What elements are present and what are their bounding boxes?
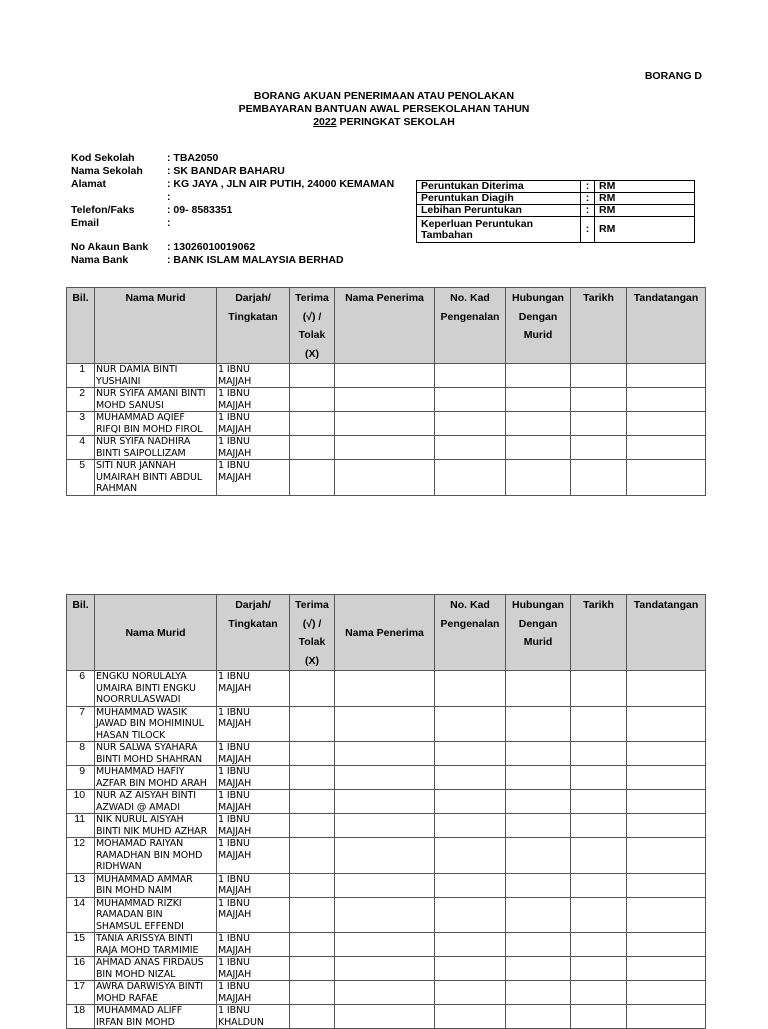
student-class: 1 IBNU MAJJAH: [217, 388, 290, 412]
student-class: 1 IBNU MAJJAH: [217, 957, 290, 981]
header-tandatangan: Tandatangan: [627, 595, 706, 671]
form-code: BORANG D: [644, 70, 702, 82]
title-line-3: [0, 116, 768, 129]
relationship-cell[interactable]: [506, 671, 571, 707]
recipient-name-cell[interactable]: [335, 388, 435, 412]
student-name: NIK NURUL AISYAH BINTI NIK MUHD AZHAR: [95, 814, 217, 838]
recipient-name-cell[interactable]: [335, 790, 435, 814]
ic-number-cell[interactable]: [435, 981, 506, 1005]
recipient-name-cell[interactable]: [335, 742, 435, 766]
signature-cell[interactable]: [627, 1005, 706, 1029]
relationship-cell[interactable]: [506, 814, 571, 838]
signature-cell[interactable]: [627, 364, 706, 388]
student-name: ENGKU NORULALYA UMAIRA BINTI ENGKU NOORRULASWADI: [95, 671, 217, 707]
recipient-name-cell[interactable]: [335, 436, 435, 460]
info-label-telefon: Telefon/Faks: [71, 204, 135, 216]
header-terima: Terima (√) / Tolak (X): [290, 288, 335, 364]
student-name: AHMAD ANAS FIRDAUS BIN MOHD NIZAL: [95, 957, 217, 981]
row-number: 4: [67, 436, 95, 460]
ic-number-cell[interactable]: [435, 933, 506, 957]
ic-number-cell[interactable]: [435, 460, 506, 496]
title-line-3-rest: PERINGKAT SEKOLAH: [336, 116, 455, 128]
allocation-colon: :: [581, 193, 595, 205]
signature-cell[interactable]: [627, 436, 706, 460]
table-row: [67, 671, 706, 707]
date-cell[interactable]: [571, 897, 627, 933]
student-name: NUR SALWA SYAHARA BINTI MOHD SHAHRAN: [95, 742, 217, 766]
info-label-alamat: Alamat: [71, 178, 107, 190]
header-nama-penerima: Nama Penerima: [335, 595, 435, 671]
accept-reject-cell[interactable]: [290, 742, 335, 766]
student-class: 1 IBNU MAJJAH: [217, 364, 290, 388]
header-bil: Bil.: [67, 288, 95, 364]
table-row: [67, 838, 706, 874]
recipient-name-cell[interactable]: [335, 957, 435, 981]
accept-reject-cell[interactable]: [290, 790, 335, 814]
ic-number-cell[interactable]: [435, 957, 506, 981]
signature-cell[interactable]: [627, 897, 706, 933]
table-row: [67, 814, 706, 838]
student-name: NUR DAMIA BINTI YUSHAINI: [95, 364, 217, 388]
ic-number-cell[interactable]: [435, 1005, 506, 1029]
accept-reject-cell[interactable]: [290, 981, 335, 1005]
row-number: 16: [67, 957, 95, 981]
row-number: 10: [67, 790, 95, 814]
date-cell[interactable]: [571, 412, 627, 436]
ic-number-cell[interactable]: [435, 671, 506, 707]
signature-cell[interactable]: [627, 460, 706, 496]
relationship-cell[interactable]: [506, 742, 571, 766]
table-row: [67, 436, 706, 460]
recipient-name-cell[interactable]: [335, 766, 435, 790]
date-cell[interactable]: [571, 981, 627, 1005]
accept-reject-cell[interactable]: [290, 388, 335, 412]
row-number: 5: [67, 460, 95, 496]
student-name: MUHAMMAD AQIEF RIFQI BIN MOHD FIROL: [95, 412, 217, 436]
accept-reject-cell[interactable]: [290, 814, 335, 838]
student-name: MUHAMMAD HAFIY AZFAR BIN MOHD ARAH: [95, 766, 217, 790]
accept-reject-cell[interactable]: [290, 671, 335, 707]
student-class: 1 IBNU MAJJAH: [217, 981, 290, 1005]
signature-cell[interactable]: [627, 766, 706, 790]
row-number: 8: [67, 742, 95, 766]
student-name: AWRA DARWISYA BINTI MOHD RAFAE: [95, 981, 217, 1005]
table-row: [67, 873, 706, 897]
recipient-name-cell[interactable]: [335, 897, 435, 933]
accept-reject-cell[interactable]: [290, 957, 335, 981]
date-cell[interactable]: [571, 706, 627, 742]
student-class: 1 IBNU MAJJAH: [217, 706, 290, 742]
header-hubungan: Hubungan Dengan Murid: [506, 288, 571, 364]
header-no-kad: No. Kad Pengenalan: [435, 595, 506, 671]
student-class: 1 IBNU MAJJAH: [217, 897, 290, 933]
date-cell[interactable]: [571, 364, 627, 388]
signature-cell[interactable]: [627, 814, 706, 838]
student-name: MUHAMMAD ALIFF IRFAN BIN MOHD: [95, 1005, 217, 1029]
student-name: MUHAMMAD WASIK JAWAD BIN MOHIMINUL HASAN TILOCK: [95, 706, 217, 742]
date-cell[interactable]: [571, 933, 627, 957]
signature-cell[interactable]: [627, 742, 706, 766]
relationship-cell[interactable]: [506, 933, 571, 957]
accept-reject-cell[interactable]: [290, 412, 335, 436]
recipient-name-cell[interactable]: [335, 671, 435, 707]
relationship-cell[interactable]: [506, 790, 571, 814]
row-number: 18: [67, 1005, 95, 1029]
student-class: 1 IBNU MAJJAH: [217, 790, 290, 814]
student-class: 1 IBNU MAJJAH: [217, 436, 290, 460]
accept-reject-cell[interactable]: [290, 364, 335, 388]
allocation-table: [416, 180, 695, 243]
recipient-name-cell[interactable]: [335, 460, 435, 496]
school-info: [71, 152, 411, 267]
date-cell[interactable]: [571, 671, 627, 707]
recipient-name-cell[interactable]: [335, 364, 435, 388]
signature-cell[interactable]: [627, 706, 706, 742]
title-year: 2022: [313, 116, 337, 128]
student-name: TANIA ARISSYA BINTI RAJA MOHD TARMIMIE: [95, 933, 217, 957]
recipient-name-cell[interactable]: [335, 933, 435, 957]
date-cell[interactable]: [571, 436, 627, 460]
student-name: NUR AZ AISYAH BINTI AZWADI @ AMADI: [95, 790, 217, 814]
signature-cell[interactable]: [627, 981, 706, 1005]
allocation-colon: :: [581, 181, 595, 193]
recipient-name-cell[interactable]: [335, 1005, 435, 1029]
signature-cell[interactable]: [627, 957, 706, 981]
recipient-name-cell[interactable]: [335, 814, 435, 838]
student-class: 1 IBNU MAJJAH: [217, 838, 290, 874]
signature-cell[interactable]: [627, 933, 706, 957]
info-value-email: :: [167, 217, 171, 229]
accept-reject-cell[interactable]: [290, 897, 335, 933]
allocation-colon: :: [581, 217, 595, 243]
student-class: 1 IBNU MAJJAH: [217, 814, 290, 838]
recipient-name-cell[interactable]: [335, 981, 435, 1005]
relationship-cell[interactable]: [506, 706, 571, 742]
student-class: 1 IBNU MAJJAH: [217, 412, 290, 436]
accept-reject-cell[interactable]: [290, 436, 335, 460]
info-value-alamat: : KG JAYA , JLN AIR PUTIH, 24000 KEMAMAN: [167, 178, 395, 190]
row-number: 2: [67, 388, 95, 412]
header-tandatangan: Tandatangan: [627, 288, 706, 364]
date-cell[interactable]: [571, 766, 627, 790]
info-value-nama-sekolah: : SK BANDAR BAHARU: [167, 165, 285, 177]
table-row: [67, 364, 706, 388]
relationship-cell[interactable]: [506, 957, 571, 981]
ic-number-cell[interactable]: [435, 364, 506, 388]
accept-reject-cell[interactable]: [290, 1005, 335, 1029]
relationship-cell[interactable]: [506, 388, 571, 412]
table-row: [67, 388, 706, 412]
header-nama-murid: Nama Murid: [95, 595, 217, 671]
table-row: [67, 933, 706, 957]
recipient-name-cell[interactable]: [335, 706, 435, 742]
ic-number-cell[interactable]: [435, 897, 506, 933]
header-tarikh: Tarikh: [571, 288, 627, 364]
date-cell[interactable]: [571, 790, 627, 814]
info-value-bank: : BANK ISLAM MALAYSIA BERHAD: [167, 254, 344, 266]
accept-reject-cell[interactable]: [290, 460, 335, 496]
date-cell[interactable]: [571, 814, 627, 838]
date-cell[interactable]: [571, 1005, 627, 1029]
student-table-1: [66, 287, 706, 496]
allocation-row: [417, 193, 695, 205]
row-number: 13: [67, 873, 95, 897]
accept-reject-cell[interactable]: [290, 706, 335, 742]
info-value-alamat-2: :: [167, 191, 171, 203]
info-value-akaun: : 13026010019062: [167, 241, 256, 253]
recipient-name-cell[interactable]: [335, 412, 435, 436]
header-no-kad: No. Kad Pengenalan: [435, 288, 506, 364]
student-name: NUR SYIFA NADHIRA BINTI SAIPOLLIZAM: [95, 436, 217, 460]
signature-cell[interactable]: [627, 412, 706, 436]
accept-reject-cell[interactable]: [290, 873, 335, 897]
allocation-value[interactable]: RM: [595, 217, 695, 243]
allocation-label: Lebihan Peruntukan: [417, 205, 581, 217]
accept-reject-cell[interactable]: [290, 933, 335, 957]
recipient-name-cell[interactable]: [335, 838, 435, 874]
table-row: [67, 981, 706, 1005]
relationship-cell[interactable]: [506, 873, 571, 897]
relationship-cell[interactable]: [506, 766, 571, 790]
accept-reject-cell[interactable]: [290, 766, 335, 790]
ic-number-cell[interactable]: [435, 388, 506, 412]
student-class: 1 IBNU MAJJAH: [217, 742, 290, 766]
table-row: [67, 1005, 706, 1029]
accept-reject-cell[interactable]: [290, 838, 335, 874]
student-name: NUR SYIFA AMANI BINTI MOHD SANUSI: [95, 388, 217, 412]
signature-cell[interactable]: [627, 790, 706, 814]
document-title: [0, 90, 768, 129]
table-row: [67, 766, 706, 790]
table-row: [67, 897, 706, 933]
student-table-2: [66, 594, 706, 1029]
student-class: 1 IBNU MAJJAH: [217, 933, 290, 957]
student-class: 1 IBNU KHALDUN: [217, 1005, 290, 1029]
header-hubungan: Hubungan Dengan Murid: [506, 595, 571, 671]
allocation-label: Keperluan Peruntukan Tambahan: [417, 217, 581, 243]
table-header-row: [67, 595, 706, 671]
info-label-akaun: No Akaun Bank: [71, 241, 149, 253]
table-header-row: [67, 288, 706, 364]
info-value-kod: : TBA2050: [167, 152, 219, 164]
ic-number-cell[interactable]: [435, 814, 506, 838]
row-number: 12: [67, 838, 95, 874]
row-number: 7: [67, 706, 95, 742]
student-class: 1 IBNU MAJJAH: [217, 460, 290, 496]
allocation-value[interactable]: RM: [595, 205, 695, 217]
row-number: 17: [67, 981, 95, 1005]
allocation-row: [417, 205, 695, 217]
signature-cell[interactable]: [627, 671, 706, 707]
date-cell[interactable]: [571, 873, 627, 897]
table-row: [67, 790, 706, 814]
header-bil: Bil.: [67, 595, 95, 671]
allocation-label: Peruntukan Diterima: [417, 181, 581, 193]
relationship-cell[interactable]: [506, 364, 571, 388]
allocation-value[interactable]: RM: [595, 193, 695, 205]
student-class: 1 IBNU MAJJAH: [217, 671, 290, 707]
ic-number-cell[interactable]: [435, 790, 506, 814]
row-number: 14: [67, 897, 95, 933]
allocation-value[interactable]: RM: [595, 181, 695, 193]
student-name: MUHAMMAD RIZKI RAMADAN BIN SHAMSUL EFFENDI: [95, 897, 217, 933]
table-row: [67, 706, 706, 742]
date-cell[interactable]: [571, 838, 627, 874]
relationship-cell[interactable]: [506, 897, 571, 933]
row-number: 6: [67, 671, 95, 707]
allocation-label: Peruntukan Diagih: [417, 193, 581, 205]
student-name: MOHAMAD RAIYAN RAMADHAN BIN MOHD RIDHWAN: [95, 838, 217, 874]
header-darjah: Darjah/ Tingkatan: [217, 595, 290, 671]
relationship-cell[interactable]: [506, 1005, 571, 1029]
ic-number-cell[interactable]: [435, 412, 506, 436]
date-cell[interactable]: [571, 957, 627, 981]
table-row: [67, 412, 706, 436]
student-name: MUHAMMAD AMMAR BIN MOHD NAIM: [95, 873, 217, 897]
ic-number-cell[interactable]: [435, 766, 506, 790]
header-tarikh: Tarikh: [571, 595, 627, 671]
recipient-name-cell[interactable]: [335, 873, 435, 897]
ic-number-cell[interactable]: [435, 436, 506, 460]
relationship-cell[interactable]: [506, 412, 571, 436]
row-number: 3: [67, 412, 95, 436]
row-number: 1: [67, 364, 95, 388]
table-row: [67, 957, 706, 981]
header-nama-murid: Nama Murid: [95, 288, 217, 364]
date-cell[interactable]: [571, 742, 627, 766]
allocation-colon: :: [581, 205, 595, 217]
relationship-cell[interactable]: [506, 436, 571, 460]
allocation-row: [417, 181, 695, 193]
info-label-nama-sekolah: Nama Sekolah: [71, 165, 143, 177]
title-line-1: BORANG AKUAN PENERIMAAN ATAU PENOLAKAN: [253, 90, 515, 102]
title-line-2: PEMBAYARAN BANTUAN AWAL PERSEKOLAHAN TAHUN: [238, 103, 530, 115]
ic-number-cell[interactable]: [435, 742, 506, 766]
student-class: 1 IBNU MAJJAH: [217, 873, 290, 897]
ic-number-cell[interactable]: [435, 873, 506, 897]
ic-number-cell[interactable]: [435, 838, 506, 874]
signature-cell[interactable]: [627, 388, 706, 412]
info-label-bank: Nama Bank: [71, 254, 129, 266]
allocation-row: [417, 217, 695, 243]
signature-cell[interactable]: [627, 838, 706, 874]
student-name: SITI NUR JANNAH UMAIRAH BINTI ABDUL RAHMAN: [95, 460, 217, 496]
header-terima: Terima (√) / Tolak (X): [290, 595, 335, 671]
date-cell[interactable]: [571, 460, 627, 496]
header-nama-penerima: Nama Penerima: [335, 288, 435, 364]
relationship-cell[interactable]: [506, 460, 571, 496]
relationship-cell[interactable]: [506, 838, 571, 874]
table-row: [67, 460, 706, 496]
row-number: 11: [67, 814, 95, 838]
info-value-telefon: : 09- 8583351: [167, 204, 233, 216]
info-label-email: Email: [71, 217, 100, 229]
row-number: 9: [67, 766, 95, 790]
relationship-cell[interactable]: [506, 981, 571, 1005]
row-number: 15: [67, 933, 95, 957]
table-row: [67, 742, 706, 766]
signature-cell[interactable]: [627, 873, 706, 897]
date-cell[interactable]: [571, 388, 627, 412]
info-label-kod: Kod Sekolah: [71, 152, 135, 164]
ic-number-cell[interactable]: [435, 706, 506, 742]
header-darjah: Darjah/ Tingkatan: [217, 288, 290, 364]
student-class: 1 IBNU MAJJAH: [217, 766, 290, 790]
